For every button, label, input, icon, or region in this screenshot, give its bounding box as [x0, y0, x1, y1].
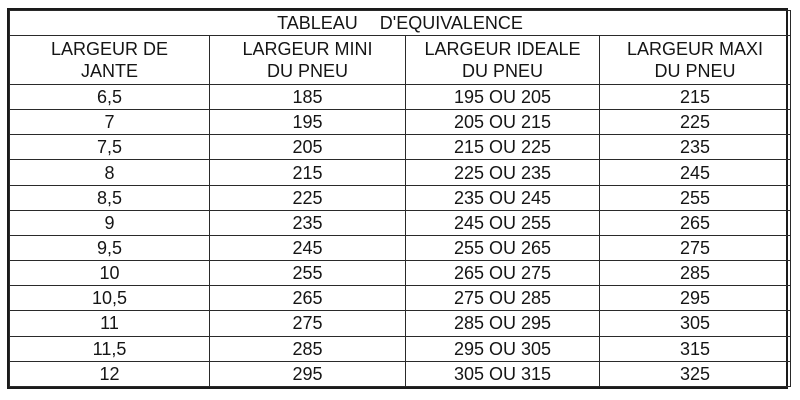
cell-max-width: 275 — [600, 235, 791, 260]
table-title — [10, 11, 791, 36]
cell-rim-width: 9 — [10, 210, 210, 235]
cell-min-width: 245 — [210, 235, 406, 260]
cell-max-width: 215 — [600, 85, 791, 110]
cell-min-width: 275 — [210, 311, 406, 336]
cell-max-width: 305 — [600, 311, 791, 336]
cell-min-width: 185 — [210, 85, 406, 110]
cell-ideal-width: 285 OU 295 — [406, 311, 600, 336]
header-ideal-tire-width — [406, 36, 600, 85]
header-line: DU PNEU — [654, 61, 736, 81]
table-row — [10, 336, 791, 361]
header-line: JANTE — [80, 61, 138, 81]
table-title-part1: TABLEAU — [277, 13, 358, 33]
cell-rim-width: 8 — [10, 160, 210, 185]
cell-ideal-width: 265 OU 275 — [406, 261, 600, 286]
table-row — [10, 110, 791, 135]
equivalence-table-frame — [7, 8, 788, 389]
cell-ideal-width: 195 OU 205 — [406, 85, 600, 110]
cell-rim-width: 6,5 — [10, 85, 210, 110]
cell-max-width: 295 — [600, 286, 791, 311]
cell-min-width: 255 — [210, 261, 406, 286]
cell-max-width: 255 — [600, 185, 791, 210]
cell-rim-width: 9,5 — [10, 235, 210, 260]
table-row — [10, 135, 791, 160]
header-max-tire-width — [600, 36, 791, 85]
cell-max-width: 245 — [600, 160, 791, 185]
cell-rim-width: 12 — [10, 361, 210, 386]
equivalence-table — [9, 10, 791, 387]
cell-min-width: 285 — [210, 336, 406, 361]
cell-min-width: 215 — [210, 160, 406, 185]
table-row — [10, 235, 791, 260]
table-title-part2: D'EQUIVALENCE — [379, 13, 523, 33]
table-row — [10, 261, 791, 286]
cell-min-width: 205 — [210, 135, 406, 160]
column-header-row — [10, 36, 791, 85]
cell-ideal-width: 255 OU 265 — [406, 235, 600, 260]
cell-rim-width: 11 — [10, 311, 210, 336]
table-row — [10, 185, 791, 210]
table-row — [10, 311, 791, 336]
cell-ideal-width: 235 OU 245 — [406, 185, 600, 210]
cell-rim-width: 7 — [10, 110, 210, 135]
cell-min-width: 295 — [210, 361, 406, 386]
cell-max-width: 225 — [600, 110, 791, 135]
header-line: LARGEUR DE — [50, 39, 169, 59]
table-row — [10, 361, 791, 386]
cell-ideal-width: 225 OU 235 — [406, 160, 600, 185]
cell-min-width: 225 — [210, 185, 406, 210]
header-line: LARGEUR MAXI — [627, 39, 764, 59]
table-title-row — [10, 11, 791, 36]
table-row — [10, 286, 791, 311]
cell-ideal-width: 295 OU 305 — [406, 336, 600, 361]
cell-ideal-width: 215 OU 225 — [406, 135, 600, 160]
cell-min-width: 265 — [210, 286, 406, 311]
cell-rim-width: 7,5 — [10, 135, 210, 160]
header-line: DU PNEU — [266, 61, 348, 81]
table-row — [10, 210, 791, 235]
table-row — [10, 160, 791, 185]
cell-max-width: 235 — [600, 135, 791, 160]
cell-max-width: 285 — [600, 261, 791, 286]
cell-ideal-width: 305 OU 315 — [406, 361, 600, 386]
cell-max-width: 325 — [600, 361, 791, 386]
header-rim-width — [10, 36, 210, 85]
cell-rim-width: 10 — [10, 261, 210, 286]
cell-ideal-width: 275 OU 285 — [406, 286, 600, 311]
table-row — [10, 85, 791, 110]
cell-max-width: 265 — [600, 210, 791, 235]
header-min-tire-width — [210, 36, 406, 85]
cell-rim-width: 8,5 — [10, 185, 210, 210]
cell-rim-width: 10,5 — [10, 286, 210, 311]
header-line: LARGEUR IDEALE — [424, 39, 581, 59]
cell-ideal-width: 205 OU 215 — [406, 110, 600, 135]
header-line: DU PNEU — [461, 61, 543, 81]
cell-max-width: 315 — [600, 336, 791, 361]
header-line: LARGEUR MINI — [242, 39, 373, 59]
cell-ideal-width: 245 OU 255 — [406, 210, 600, 235]
cell-min-width: 195 — [210, 110, 406, 135]
cell-min-width: 235 — [210, 210, 406, 235]
cell-rim-width: 11,5 — [10, 336, 210, 361]
